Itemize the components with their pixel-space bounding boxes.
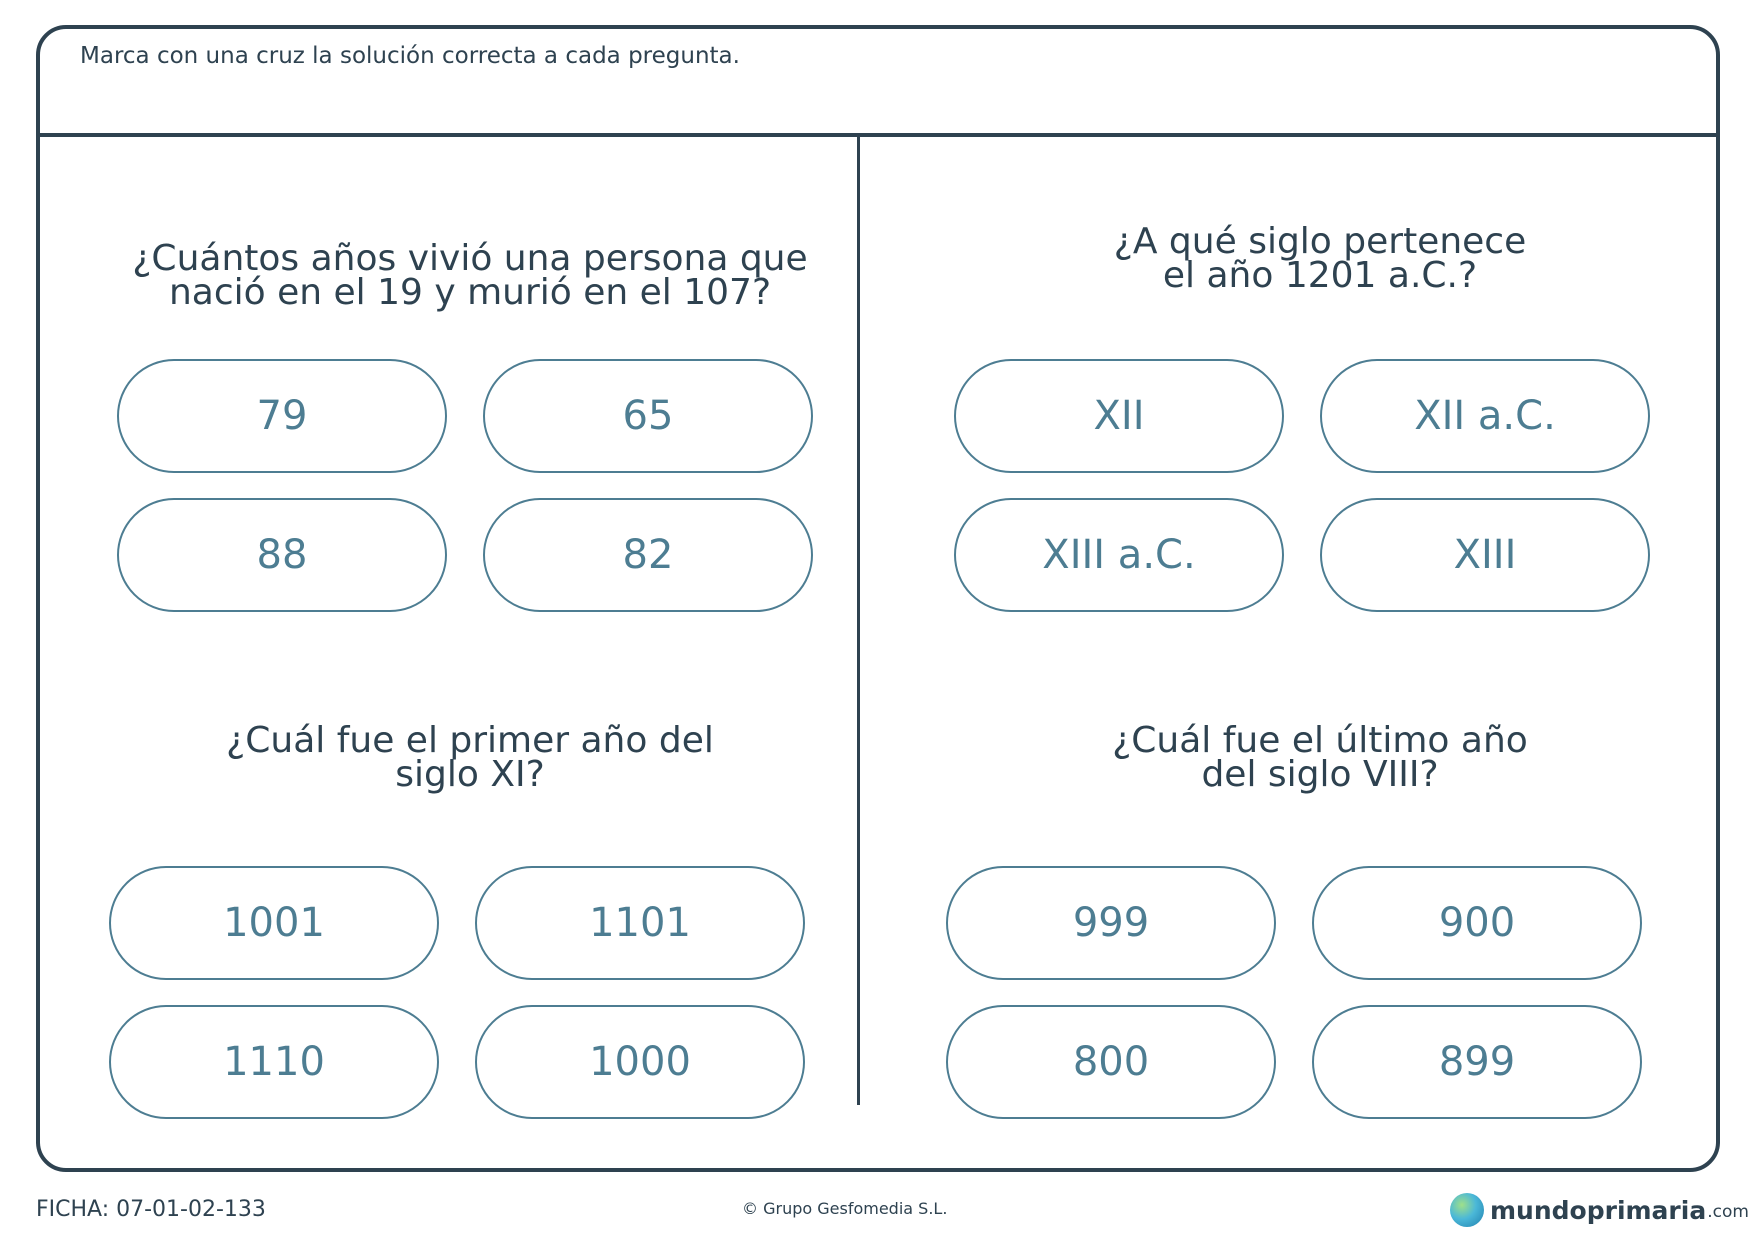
question-1-option-2[interactable]: 65 [483,359,813,473]
instruction-header [40,29,1716,137]
question-4-option-4[interactable]: 899 [1312,1005,1642,1119]
question-1-option-3[interactable]: 88 [117,498,447,612]
question-3-option-2[interactable]: 1101 [475,866,805,980]
question-3-text: ¿Cuál fue el primer año del siglo XI? [226,720,714,795]
column-divider [857,135,860,1105]
worksheet-code: FICHA: 07-01-02-133 [36,1197,266,1222]
question-2-option-4[interactable]: XIII [1320,498,1650,612]
copyright-notice: © Grupo Gesfomedia S.L. [742,1199,948,1218]
brand-tld: .com [1707,1202,1749,1222]
question-1-option-4[interactable]: 82 [483,498,813,612]
question-1-text: ¿Cuántos años vivió una persona que nació en el 19 y murió en el 107? [132,238,808,313]
question-2-option-1[interactable]: XII [954,359,1284,473]
question-2-option-3[interactable]: XIII a.C. [954,498,1284,612]
brand-name: mundoprimaria [1490,1195,1707,1225]
question-2-option-2[interactable]: XII a.C. [1320,359,1650,473]
question-3-option-3[interactable]: 1110 [109,1005,439,1119]
question-4-option-1[interactable]: 999 [946,866,1276,980]
question-4-option-2[interactable]: 900 [1312,866,1642,980]
globe-icon [1450,1193,1484,1227]
question-4-option-3[interactable]: 800 [946,1005,1276,1119]
question-4-text: ¿Cuál fue el último año del siglo VIII? [1112,720,1528,795]
instruction-text: Marca con una cruz la solución correcta a cada pregunta. [80,43,740,69]
brand-logo[interactable] [1450,1190,1749,1230]
question-3-option-4[interactable]: 1000 [475,1005,805,1119]
question-2-text: ¿A qué siglo pertenece el año 1201 a.C.? [1113,221,1527,296]
question-3-option-1[interactable]: 1001 [109,866,439,980]
question-1-option-1[interactable]: 79 [117,359,447,473]
